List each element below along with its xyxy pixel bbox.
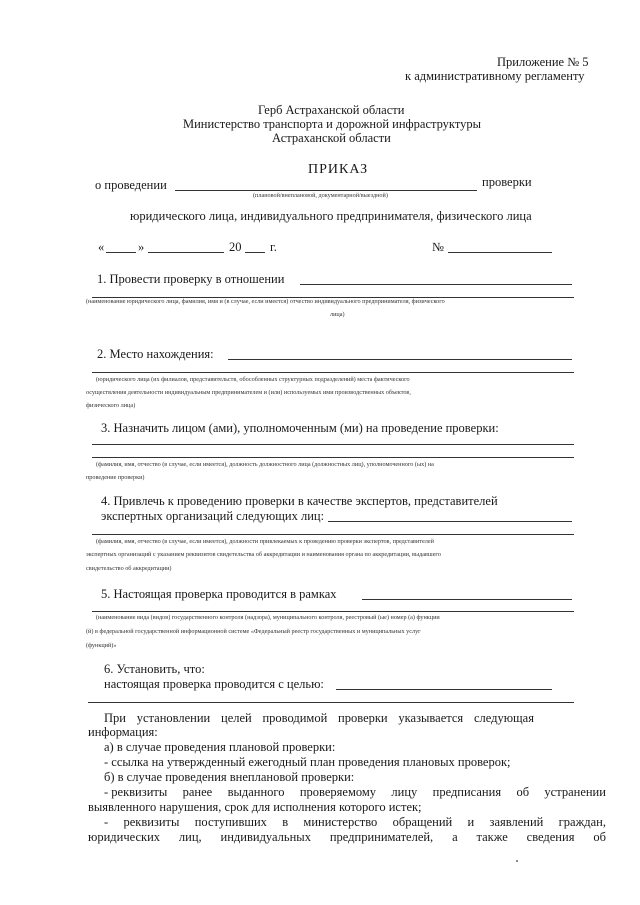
item-4-text: 4. Привлечь к проведению проверки в качестве экспертов, представителей bbox=[101, 494, 498, 508]
body-item-a: а) в случае проведения плановой проверки: bbox=[104, 740, 336, 754]
org-ministry-name: Министерство транспорта и дорожной инфраструктуры bbox=[183, 117, 482, 131]
body-item-a-1: - ссылка на утвержденный ежегодный план проведения плановых проверок; bbox=[104, 755, 511, 769]
body-word: об bbox=[516, 785, 530, 799]
scan-speck bbox=[516, 860, 518, 862]
item-4-hint: (фамилия, имя, отчество (в случае, если имеется), должности привлекаемых к проведению проверки экспертов, представителей bbox=[96, 538, 434, 545]
body-word: - реквизиты bbox=[104, 785, 168, 799]
body-word: следующая bbox=[473, 711, 534, 725]
body-word: При bbox=[104, 711, 126, 725]
item-4-blank-2 bbox=[92, 534, 574, 535]
body-word: заявлений bbox=[489, 815, 544, 829]
item-3-hint: (фамилия, имя, отчество (в случае, если имеется), должность должностного лица (должностных лиц), уполномоченного (ых) на bbox=[96, 461, 434, 468]
order-about-suffix: проверки bbox=[482, 175, 532, 189]
order-about-prefix: о проведении bbox=[95, 178, 167, 192]
order-subject-line: юридического лица, индивидуального предпринимателя, физического лица bbox=[130, 209, 532, 223]
org-coat-of-arms: Герб Астраханской области bbox=[258, 103, 405, 117]
body-word: проверки bbox=[338, 711, 388, 725]
body-item-b: б) в случае проведения внеплановой проверки: bbox=[104, 770, 355, 784]
item-1-text: 1. Провести проверку в отношении bbox=[97, 272, 285, 286]
item-5-blank bbox=[362, 599, 572, 600]
appendix-subtitle: к административному регламенту bbox=[405, 69, 585, 83]
item-4-text-2: экспертных организаций следующих лиц: bbox=[101, 509, 325, 523]
body-paragraph-1-end: информация: bbox=[88, 725, 158, 739]
item-5-blank-2 bbox=[92, 611, 574, 612]
body-word: сведения bbox=[526, 830, 575, 844]
body-word: предпринимателей, bbox=[329, 830, 434, 844]
org-region: Астраханской области bbox=[272, 131, 391, 145]
body-word: индивидуальных bbox=[220, 830, 311, 844]
body-word: реквизиты bbox=[123, 815, 180, 829]
body-word: проверяемому bbox=[299, 785, 377, 799]
date-quote-close: » bbox=[138, 240, 145, 254]
item-2-hint-2: осуществления деятельности индивидуальным предпринимателем и (или) используемых ими производственных объектов, bbox=[86, 389, 411, 396]
item-2-blank bbox=[228, 359, 572, 360]
item-2-blank-2 bbox=[92, 372, 574, 373]
body-item-b-1-end: выявленного нарушения, срок для исполнения которого истек; bbox=[88, 800, 422, 814]
date-year-prefix: 20 bbox=[229, 240, 242, 254]
item-6-text-2: настоящая проверка проводится с целью: bbox=[104, 677, 324, 691]
date-day-blank bbox=[106, 252, 136, 253]
item-2-hint: (юридического лица (их филиалов, представительств, обособленных структурных подразделений) места фактического bbox=[96, 376, 410, 383]
body-item-b-3 bbox=[88, 830, 606, 844]
item-3-text: 3. Назначить лицом (ами), уполномоченным (ми) на проведение проверки: bbox=[101, 421, 499, 435]
date-year-blank bbox=[245, 252, 265, 253]
body-word: об bbox=[593, 830, 606, 844]
item-2-text: 2. Место нахождения: bbox=[97, 347, 214, 361]
order-type-blank bbox=[175, 190, 477, 191]
date-month-blank bbox=[148, 252, 224, 253]
body-item-b-1 bbox=[104, 785, 606, 799]
body-word: граждан, bbox=[558, 815, 606, 829]
body-word: в bbox=[282, 815, 289, 829]
item-3-hint-2: проведение проверки) bbox=[86, 474, 145, 481]
body-word: министерство bbox=[303, 815, 378, 829]
body-word: проводимой bbox=[262, 711, 328, 725]
body-word: также bbox=[476, 830, 508, 844]
order-number-label: № bbox=[432, 240, 444, 254]
item-5-hint-3: (функций)» bbox=[86, 642, 117, 649]
item-6-text: 6. Установить, что: bbox=[104, 662, 205, 676]
body-word: поступивших bbox=[194, 815, 267, 829]
item-6-blank-2 bbox=[88, 702, 574, 703]
order-title: ПРИКАЗ bbox=[308, 162, 369, 177]
body-word: целей bbox=[221, 711, 252, 725]
body-paragraph-1 bbox=[104, 711, 534, 725]
body-word: устранении bbox=[544, 785, 606, 799]
body-word: обращений bbox=[392, 815, 453, 829]
appendix-number: Приложение № 5 bbox=[497, 55, 589, 69]
item-2-hint-3: физического лица) bbox=[86, 402, 136, 409]
body-word: предписания bbox=[432, 785, 502, 799]
date-year-suffix: г. bbox=[270, 240, 277, 254]
body-word: а bbox=[452, 830, 458, 844]
date-quote-open: « bbox=[98, 240, 105, 254]
order-type-hint: (плановой/внеплановой, документарной/выездной) bbox=[253, 192, 388, 199]
order-number-blank bbox=[448, 252, 552, 253]
item-4-hint-3: свидетельство об аккредитации) bbox=[86, 565, 172, 572]
item-6-blank bbox=[336, 689, 552, 690]
item-4-blank bbox=[328, 521, 572, 522]
body-word: лиц, bbox=[178, 830, 202, 844]
item-1-hint-end: лица) bbox=[330, 311, 345, 318]
body-word: юридических bbox=[88, 830, 161, 844]
body-word: установлении bbox=[136, 711, 211, 725]
item-1-blank bbox=[300, 284, 572, 285]
body-word: выданного bbox=[227, 785, 285, 799]
item-4-hint-2: экспертных организаций с указанием реквизитов свидетельства об аккредитации и наименования органа по аккредитации, выдавшего bbox=[86, 551, 441, 558]
body-word: ранее bbox=[182, 785, 213, 799]
item-1-hint: (наименование юридического лица, фамилия, имя и (в случае, если имеется) отчество индивидуального предпринимателя, физического bbox=[86, 298, 445, 305]
item-5-text: 5. Настоящая проверка проводится в рамках bbox=[101, 587, 337, 601]
body-word: и bbox=[467, 815, 475, 829]
item-5-hint-2: (й) в федеральной государственной информационной системе «Федеральный реестр государственных и муниципальных услуг bbox=[86, 628, 421, 635]
body-word: указывается bbox=[398, 711, 464, 725]
body-word: - bbox=[104, 815, 109, 829]
body-word: лицу bbox=[391, 785, 418, 799]
item-3-blank bbox=[92, 444, 574, 445]
body-item-b-2 bbox=[104, 815, 606, 829]
item-5-hint: (наименование вида (видов) государственного контроля (надзора), муниципального контроля, реестровый (ые) номер (а) функции bbox=[96, 614, 440, 621]
item-3-blank-2 bbox=[92, 457, 574, 458]
